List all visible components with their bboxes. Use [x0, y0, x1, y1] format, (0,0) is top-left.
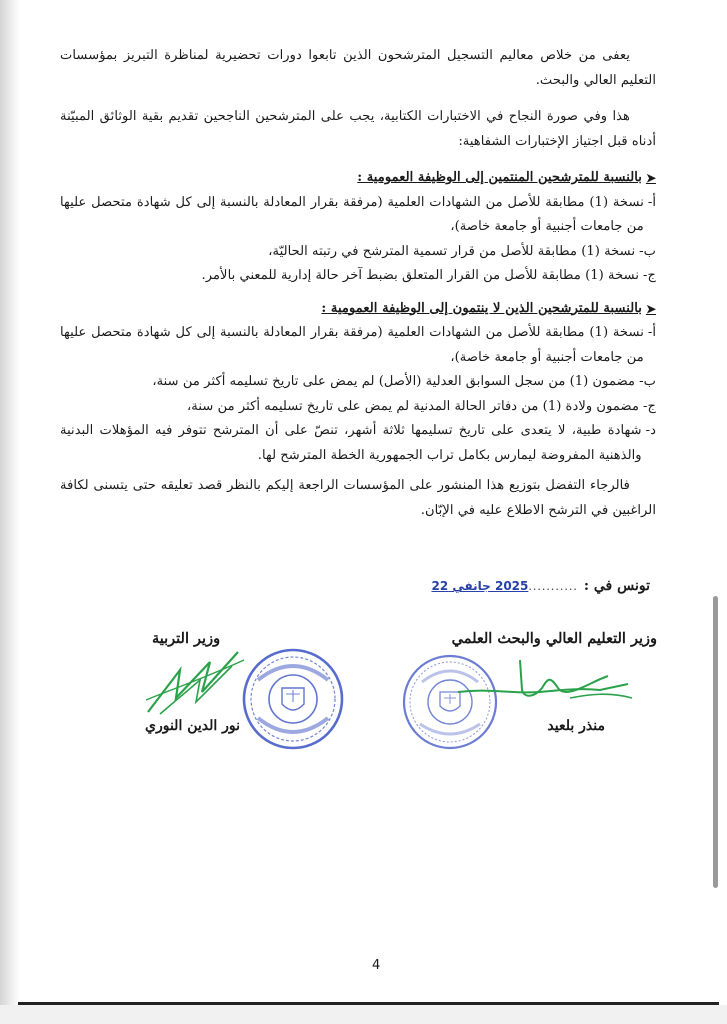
arrow-bullet-icon: ➤ [645, 301, 656, 316]
page-number: 4 [372, 958, 381, 973]
scrollbar-thumb[interactable] [713, 596, 718, 888]
section-heading-civil-servants: ➤ بالنسبة للمترشحين المنتمين إلى الوظيفة العمومية : [60, 166, 656, 191]
list-item: ج- مضمون ولادة (1) من دفاتر الحالة المدنية لم يمض على تاريخ تسليمه أكثر من سنة، [187, 398, 656, 414]
list-item: د- شهادة طبية، لا يتعدى على تاريخ تسليمها ثلاثة أشهر، تنصّ على أن المترشح تتوفر فيه المؤهلات البدنية والذهنية المفروضة ليمارس بكامل تراب الجمهورية الخطة المترشح لها. [60, 423, 656, 463]
minister-signature-education [140, 640, 250, 720]
section-heading-non-civil-servants: ➤ بالنسبة للمترشحين الذين لا ينتمون إلى الوظيفة العمومية : [60, 297, 656, 322]
list-item: ب- مضمون (1) من سجل السوابق العدلية (الأصل) لم يمض على تاريخ تسليمه أكثر من سنة، [152, 374, 656, 389]
signatory-title-higher-education: وزير التعليم العالي والبحث العلمي [451, 630, 657, 647]
arrow-bullet-icon: ➤ [645, 171, 656, 185]
handwritten-date: 2025 جانفي 22 [431, 579, 529, 593]
vertical-scrollbar[interactable] [715, 0, 723, 1024]
signatory-name-higher-education: منذر بلعيد [547, 718, 605, 734]
list-item: ب- نسخة (1) مطابقة للأصل من قرار تسمية المترشح في رتبته الحاليّة، [268, 243, 656, 259]
signatory-name-education: نور الدين النوري [145, 718, 241, 734]
ministry-education-stamp [240, 646, 346, 752]
documents-intro-paragraph: هذا وفي صورة النجاح في الاختبارات الكتابية، يجب على المترشحين الناجحين تقديم بقية الوثائق المبيّنة أدناه قبل اجتياز الإختبارات الشفاهية: [60, 109, 656, 149]
page-underlay [0, 1005, 727, 1024]
list-item: أ- نسخة (1) مطابقة للأصل من الشهادات العلمية (مرفقة بقرار المعادلة بالنسبة إلى كل شهادة متحصل عليها من جامعات أجنبية أو جامعة خاصة)، [60, 194, 656, 234]
page-bottom-edge [18, 1002, 719, 1005]
closing-paragraph: فالرجاء التفضل بتوزيع هذا المنشور على المؤسسات الراجعة إليكم بالنظر قصد تعليقه حتى يتسنى لكافة الراغبين في الترشح الاطلاع عليه في الإبّان. [60, 478, 656, 518]
exemption-paragraph: يعفى من خلاص معاليم التسجيل المترشحون الذين تابعوا دورات تحضيرية لمناظرة التبريز بمؤسسات التعليم العالي والبحث. [60, 48, 656, 88]
signatory-title-education: وزير التربية [152, 630, 221, 647]
list-item: أ- نسخة (1) مطابقة للأصل من الشهادات العلمية (مرفقة بقرار المعادلة بالنسبة إلى كل شهادة متحصل عليها من جامعات أجنبية أو جامعة خاصة)، [60, 325, 656, 365]
minister-signature-higher-education [450, 648, 640, 718]
page-left-shadow [0, 0, 20, 1024]
list-item: ج- نسخة (1) مطابقة للأصل من القرار المتعلق بضبط آخر حالة إدارية للمعني بالأمر. [201, 268, 656, 283]
place-and-date: تونس في : ........... 2025 جانفي 22 [431, 578, 650, 594]
document-body [60, 44, 656, 535]
